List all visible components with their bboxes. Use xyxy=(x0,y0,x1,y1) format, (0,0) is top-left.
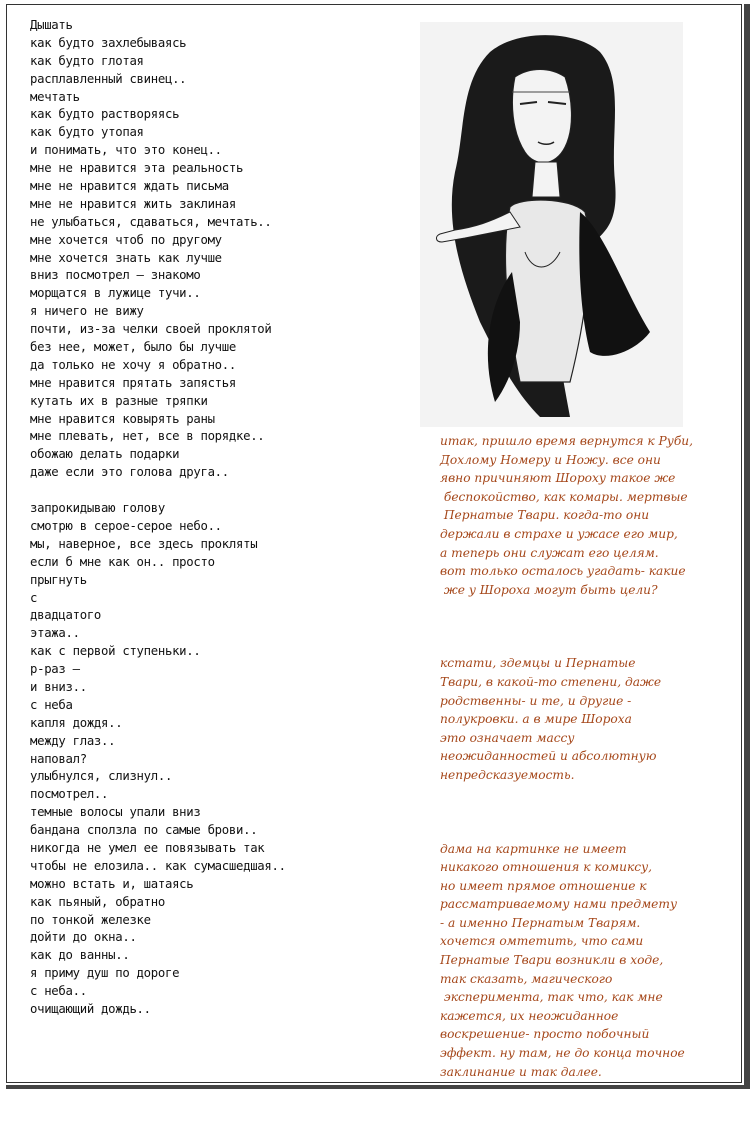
poem-line: мы, наверное, все здесь прокляты xyxy=(30,536,258,551)
poem-line: мечтать xyxy=(30,89,80,104)
notes-line: эффект. ну там, не до конца точное xyxy=(440,1046,685,1061)
poem-line: посмотрел.. xyxy=(30,787,109,802)
notes-line: же у Шороха могут быть цели? xyxy=(440,582,658,597)
poem-line: мне плевать, нет, все в порядке.. xyxy=(30,429,265,444)
notes-line: полукровки. а в мире Шороха xyxy=(440,712,632,727)
poem-line: мне нравится ковырять раны xyxy=(30,411,215,426)
poem-text xyxy=(30,17,410,1019)
poem-line: никогда не умел ее повязывать так xyxy=(30,840,265,855)
poem-line: почти, из-за челки своей проклятой xyxy=(30,322,272,337)
notes-line: это означает массу xyxy=(440,730,575,745)
poem-line: да только не хочу я обратно.. xyxy=(30,357,236,372)
notes-line: вот только осталось угадать- какие xyxy=(440,564,686,579)
notes-line: родственны- и те, и другие - xyxy=(440,693,632,708)
poem-line: я ничего не вижу xyxy=(30,304,144,319)
poem-line: кутать их в разные тряпки xyxy=(30,393,208,408)
poem-line: р-раз – xyxy=(30,662,80,677)
poem-line: бандана сползла по самые брови.. xyxy=(30,823,258,838)
notes-line: эксперимента, так что, как мне xyxy=(440,990,663,1005)
poem-line: как пьяный, обратно xyxy=(30,894,165,909)
poem-line: капля дождя.. xyxy=(30,715,123,730)
notes-line: явно причиняют Шороху такое же xyxy=(440,471,676,486)
poem-line: как будто глотая xyxy=(30,53,144,68)
poem-line: темные волосы упали вниз xyxy=(30,805,201,820)
poem-line: мне не нравится жить заклиная xyxy=(30,196,236,211)
poem-line: чтобы не елозила.. как сумасшедшая.. xyxy=(30,858,286,873)
poem-line: смотрю в серое-серое небо.. xyxy=(30,518,222,533)
poem-line: и вниз.. xyxy=(30,679,87,694)
poem-line: запрокидываю голову xyxy=(30,501,165,516)
poem-line: с неба xyxy=(30,697,73,712)
poem-line: Дышать xyxy=(30,18,73,32)
poem-line: расплавленный свинец.. xyxy=(30,71,187,86)
illustration-woman-drawing xyxy=(420,22,683,427)
notes-line: - а именно Пернатым Тварям. xyxy=(440,915,641,930)
notes-line: держали в страхе и ужасе его мир, xyxy=(440,526,678,541)
page-shadow-right xyxy=(744,4,750,1085)
notes-line: неожиданностей и абсолютную xyxy=(440,749,657,764)
poem-line: как будто утопая xyxy=(30,125,144,140)
poem-line: мне нравится прятать запястья xyxy=(30,375,236,390)
notes-line: Пернатые Твари. когда-то они xyxy=(440,508,650,523)
poem-line: с неба.. xyxy=(30,984,87,999)
poem-line: морщатся в лужице тучи.. xyxy=(30,286,201,301)
notes-paragraph xyxy=(440,654,720,784)
notes-line: заклинание и так далее. xyxy=(440,1064,602,1079)
notes-line: кажется, их неожиданное xyxy=(440,1008,619,1023)
notes-line: так сказать, магического xyxy=(440,971,613,986)
poem-line: дойти до окна.. xyxy=(30,930,137,945)
poem-line: не улыбаться, сдаваться, мечтать.. xyxy=(30,214,272,229)
poem-line: по тонкой железке xyxy=(30,912,151,927)
notes-line: Твари, в какой-то степени, даже xyxy=(440,674,662,689)
poem-line: можно встать и, шатаясь xyxy=(30,876,194,891)
poem-line: мне хочется знать как лучше xyxy=(30,250,222,265)
notes-line: кстати, здемцы и Пернатые xyxy=(440,656,636,671)
author-notes xyxy=(440,432,720,1136)
poem-line: как с первой ступеньки.. xyxy=(30,644,201,659)
poem-line: я приму душ по дороге xyxy=(30,966,180,981)
poem-line: этажа.. xyxy=(30,626,80,641)
notes-line: непредсказуемость. xyxy=(440,767,575,782)
notes-paragraph xyxy=(440,432,720,599)
poem-line: и понимать, что это конец.. xyxy=(30,143,222,158)
notes-paragraph xyxy=(440,840,720,1082)
notes-line: рассматриваемому нами предмету xyxy=(440,897,678,912)
poem-line: если б мне как он.. просто xyxy=(30,554,215,569)
poem-line xyxy=(30,482,410,500)
poem-line: даже если это голова друга.. xyxy=(30,465,229,480)
notes-line: дама на картинке не имеет xyxy=(440,841,627,856)
notes-line: хочется омтетить, что сами xyxy=(440,934,644,949)
poem-line: без нее, может, было бы лучше xyxy=(30,340,236,355)
poem-line: вниз посмотрел – знакомо xyxy=(30,268,201,283)
notes-line: а теперь они служат его целям. xyxy=(440,545,659,560)
poem-line: обожаю делать подарки xyxy=(30,447,180,462)
poem-line: как до ванны.. xyxy=(30,948,130,963)
notes-line: никакого отношения к комиксу, xyxy=(440,860,653,875)
poem-line: мне не нравится эта реальность xyxy=(30,161,244,176)
poem-line: двадцатого xyxy=(30,608,102,623)
poem-line: прыгнуть xyxy=(30,572,87,587)
poem-line: мне хочется чтоб по другому xyxy=(30,232,222,247)
notes-line: Пернатые Твари возникли в ходе, xyxy=(440,953,664,968)
poem-line: мне не нравится ждать письма xyxy=(30,179,229,194)
notes-line: но имеет прямое отношение к xyxy=(440,878,647,893)
poem-line: очищающий дождь.. xyxy=(30,1001,151,1016)
poem-line: улыбнулся, слизнул.. xyxy=(30,769,173,784)
poem-line: между глаз.. xyxy=(30,733,116,748)
poem-line: наповал? xyxy=(30,751,87,766)
notes-line: итак, пришло время вернутся к Руби, xyxy=(440,434,693,448)
notes-line: Дохлому Номеру и Ножу. все они xyxy=(440,452,661,467)
poem-line: как будто растворяясь xyxy=(30,107,180,122)
notes-line: воскрешение- просто побочный xyxy=(440,1027,650,1042)
notes-line: беспокойство, как комары. мертвые xyxy=(440,489,688,504)
poem-line: с xyxy=(30,590,38,605)
poem-line: как будто захлебываясь xyxy=(30,35,187,50)
